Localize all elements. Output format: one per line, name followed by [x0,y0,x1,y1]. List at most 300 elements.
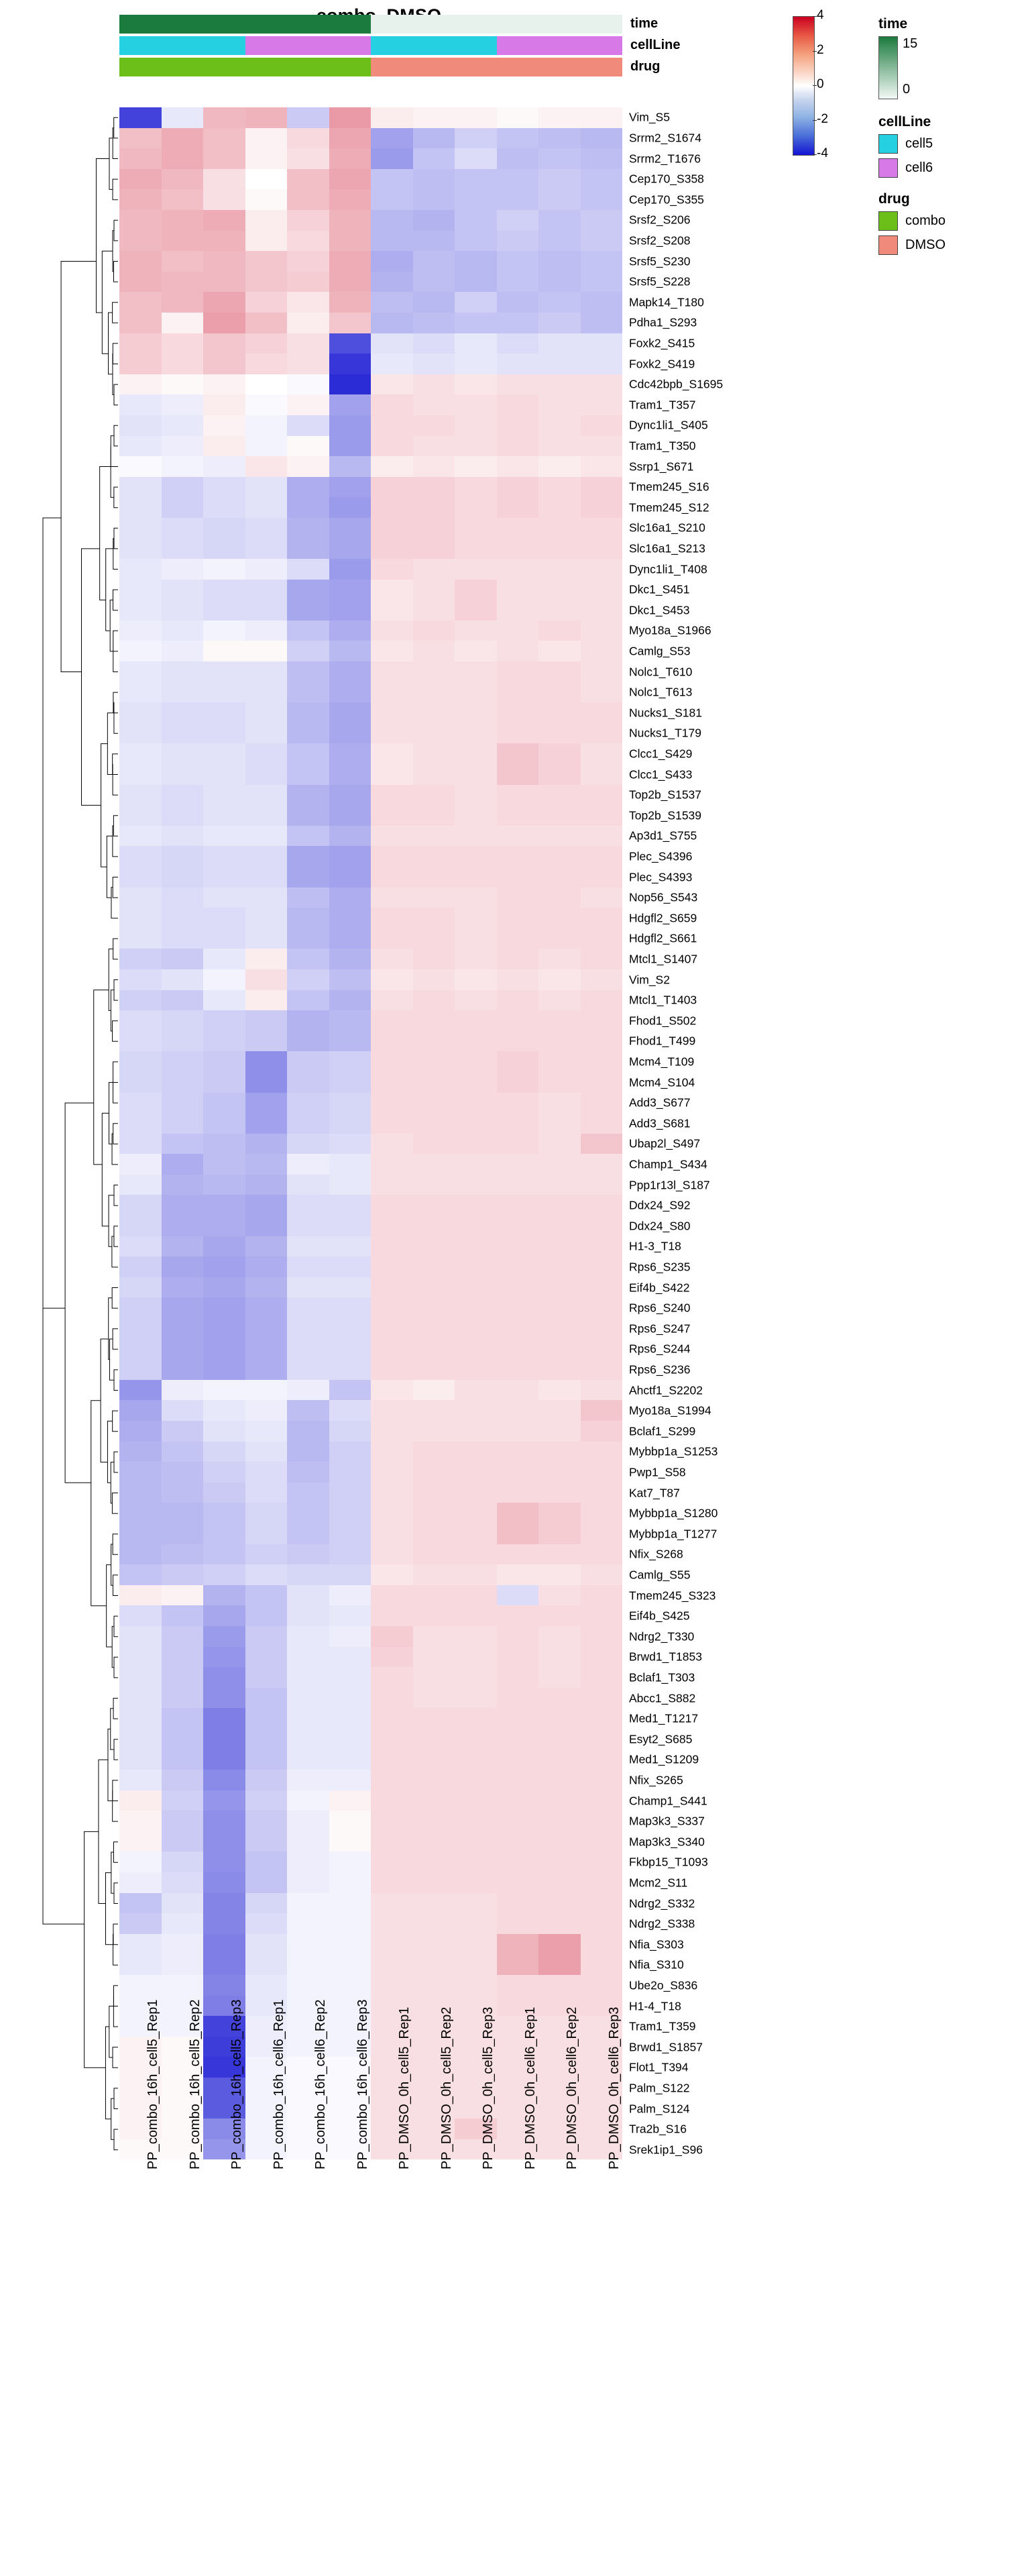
heatmap-cell [245,210,288,231]
heatmap-row [119,1442,622,1462]
heatmap-cell [371,1605,413,1626]
heatmap-cell [581,682,623,703]
heatmap-cell [497,1051,539,1072]
heatmap-cell [287,518,329,539]
heatmap-cell [455,1770,497,1790]
heatmap-cell [245,477,288,498]
heatmap-cell [581,456,623,477]
row-label: Ssrp1_S671 [629,459,694,473]
legend-swatch [878,134,898,154]
heatmap-cell [538,456,581,477]
row-label: Cep170_S358 [629,172,704,186]
annotation-cell [581,15,623,34]
heatmap-cell [371,394,413,415]
heatmap-cell [497,1113,539,1134]
colorbar-tick: 2 [817,43,824,58]
heatmap-cell [287,1913,329,1934]
heatmap-cell [119,1811,162,1831]
heatmap-cell [413,1359,455,1380]
heatmap-cell [119,723,162,744]
legend-max-label: 15 [903,36,918,51]
heatmap-row [119,1421,622,1442]
heatmap-cell [371,1318,413,1339]
heatmap-row [119,333,622,354]
annotation-cell [245,36,288,55]
colorbar-tick: 4 [817,8,824,23]
heatmap-row [119,621,622,641]
heatmap-cell [203,1113,245,1134]
heatmap-cell [497,867,539,888]
heatmap-cell [581,189,623,210]
heatmap-cell [413,1893,455,1914]
heatmap-row [119,231,622,252]
row-label: Srsf5_S228 [629,274,691,288]
row-label: Camlg_S53 [629,644,691,658]
row-label: Srsf5_S230 [629,254,691,268]
heatmap-row [119,1626,622,1647]
heatmap-cell [538,1851,581,1872]
heatmap-cell [203,1380,245,1401]
heatmap-cell [162,785,204,806]
heatmap-cell [245,1647,288,1668]
heatmap-cell [203,1277,245,1298]
heatmap-cell [203,990,245,1011]
heatmap-cell [497,1934,539,1955]
heatmap-cell [581,169,623,190]
heatmap-cell [203,292,245,313]
legend-gradient [878,36,898,99]
column-label: PP_combo_16h_cell6_Rep2 [313,1999,329,2169]
heatmap-cell [413,1851,455,1872]
heatmap-cell [581,805,623,826]
heatmap-cell [413,743,455,764]
heatmap-cell [287,641,329,661]
heatmap-cell [538,415,581,436]
heatmap-row [119,1256,622,1277]
heatmap-cell [287,1831,329,1852]
heatmap-cell [203,189,245,210]
annotation-cell [455,36,497,55]
heatmap-row [119,1175,622,1195]
heatmap-cell [329,949,371,969]
heatmap-cell [497,682,539,703]
row-label: Eif4b_S425 [629,1609,690,1623]
heatmap-cell [455,1483,497,1503]
heatmap-cell [119,1380,162,1401]
heatmap-cell [538,1072,581,1093]
heatmap-cell [538,600,581,621]
heatmap-cell [245,969,288,990]
heatmap-cell [455,1442,497,1462]
heatmap-cell [162,333,204,354]
heatmap-cell [581,867,623,888]
heatmap-cell [371,949,413,969]
heatmap-cell [538,826,581,847]
heatmap-cell [119,1831,162,1852]
heatmap-cell [413,846,455,867]
heatmap-cell [538,949,581,969]
heatmap-cell [455,1134,497,1155]
heatmap-cell [245,128,288,149]
legend-title: time [878,16,908,32]
heatmap-cell [497,415,539,436]
heatmap-cell [413,1051,455,1072]
legend-min-label: 0 [903,82,911,97]
heatmap-cell [455,621,497,641]
heatmap-cell [497,1893,539,1914]
heatmap-cell [119,333,162,354]
heatmap-cell [455,292,497,313]
heatmap-cell [538,1236,581,1257]
row-label: Bclaf1_S299 [629,1424,696,1438]
heatmap-cell [119,1216,162,1236]
heatmap-cell [203,1400,245,1421]
heatmap-row [119,1010,622,1031]
heatmap-cell [497,1523,539,1544]
row-label: Champ1_S434 [629,1157,707,1171]
heatmap-cell [162,251,204,272]
heatmap-cell [413,210,455,231]
heatmap-cell [287,1277,329,1298]
heatmap-row [119,723,622,744]
heatmap-cell [203,723,245,744]
heatmap-cell [413,1729,455,1750]
heatmap-cell [413,621,455,641]
heatmap-cell [329,1442,371,1462]
heatmap-cell [287,1893,329,1914]
heatmap-cell [203,436,245,457]
heatmap-cell [371,497,413,518]
heatmap-cell [538,908,581,928]
heatmap-row [119,908,622,928]
heatmap-cell [162,600,204,621]
heatmap-cell [245,394,288,415]
heatmap-cell [329,867,371,888]
heatmap-cell [413,1688,455,1709]
row-label: Brwd1_T1853 [629,1650,702,1664]
heatmap-cell [162,1154,204,1175]
heatmap-cell [119,1688,162,1709]
heatmap-cell [287,867,329,888]
heatmap-cell [371,600,413,621]
heatmap-cell [287,456,329,477]
heatmap-cell [497,394,539,415]
heatmap-cell [581,1790,623,1811]
heatmap-cell [497,1954,539,1975]
annotation-cell [497,58,539,76]
heatmap-cell [497,1154,539,1175]
heatmap-cell [329,1462,371,1483]
heatmap-cell [455,189,497,210]
heatmap-cell [581,1072,623,1093]
heatmap-cell [581,1770,623,1790]
heatmap-cell [119,743,162,764]
heatmap-cell [119,1872,162,1893]
heatmap-cell [203,580,245,600]
heatmap-cell [162,1544,204,1565]
heatmap-cell [581,1113,623,1134]
heatmap-cell [581,477,623,498]
heatmap-cell [413,169,455,190]
heatmap-cell [203,272,245,292]
heatmap-cell [371,1154,413,1175]
row-label: Bclaf1_T303 [629,1670,695,1684]
heatmap-cell [162,682,204,703]
annotation-cell [329,36,371,55]
row-label: Mcm4_T109 [629,1055,695,1069]
heatmap-cell [581,374,623,395]
annotation-cell [162,15,204,34]
heatmap-cell [455,354,497,374]
row-label: Plec_S4396 [629,849,693,863]
heatmap-cell [245,1811,288,1831]
heatmap-cell [329,107,371,128]
heatmap-cell [119,1154,162,1175]
heatmap-cell [538,394,581,415]
heatmap-row [119,1154,622,1175]
heatmap-cell [203,1831,245,1852]
heatmap-cell [581,1031,623,1052]
heatmap-cell [245,107,288,128]
heatmap-cell [287,189,329,210]
heatmap-cell [371,1031,413,1052]
heatmap-cell [413,497,455,518]
heatmap-cell [538,169,581,190]
heatmap-row [119,1483,622,1503]
heatmap-cell [413,1010,455,1031]
heatmap-cell [413,538,455,559]
heatmap-cell [119,888,162,908]
heatmap-cell [455,1462,497,1483]
row-label: Tram1_T350 [629,439,696,453]
heatmap-cell [245,272,288,292]
column-label: PP_combo_16h_cell6_Rep3 [355,1999,370,2169]
heatmap-row [119,1051,622,1072]
heatmap-cell [497,1277,539,1298]
heatmap-cell [287,333,329,354]
heatmap-cell [245,1093,288,1114]
row-label: Ddx24_S80 [629,1218,691,1232]
heatmap-cell [119,621,162,641]
heatmap-cell [581,1503,623,1523]
heatmap-cell [497,1318,539,1339]
heatmap-cell [329,1811,371,1831]
heatmap-cell [581,1134,623,1155]
heatmap-cell [413,456,455,477]
heatmap-cell [581,251,623,272]
heatmap-cell [497,702,539,723]
heatmap-cell [371,969,413,990]
heatmap-cell [245,1626,288,1647]
heatmap-cell [329,1913,371,1934]
heatmap-cell [162,374,204,395]
heatmap-cell [371,333,413,354]
heatmap-cell [455,682,497,703]
heatmap-cell [329,559,371,580]
heatmap-cell [329,1010,371,1031]
annotation-cell [538,36,581,55]
heatmap-cell [162,538,204,559]
heatmap-cell [162,1872,204,1893]
annotation-row-drug [119,58,622,76]
row-label: Ddx24_S92 [629,1198,691,1212]
heatmap-cell [538,682,581,703]
heatmap-row [119,743,622,764]
heatmap-cell [371,354,413,374]
row-dendrogram [40,107,118,2227]
heatmap-cell [287,436,329,457]
heatmap-cell [413,1031,455,1052]
heatmap-cell [455,949,497,969]
row-label: Top2b_S1539 [629,808,702,822]
heatmap-cell [203,394,245,415]
heatmap-cell [162,189,204,210]
heatmap-cell [538,1359,581,1380]
heatmap-cell [455,702,497,723]
heatmap-cell [329,785,371,806]
heatmap-cell [455,928,497,949]
heatmap-cell [371,1954,413,1975]
heatmap-row [119,1195,622,1216]
heatmap-cell [329,682,371,703]
heatmap-cell [162,702,204,723]
heatmap-cell [455,1913,497,1934]
heatmap-cell [413,394,455,415]
heatmap-cell [581,1462,623,1483]
heatmap-row [119,1647,622,1668]
heatmap-cell [538,148,581,169]
heatmap-row [119,1913,622,1934]
row-label: Fkbp15_T1093 [629,1855,708,1869]
heatmap-cell [287,497,329,518]
heatmap-cell [455,661,497,682]
heatmap-cell [413,1154,455,1175]
heatmap-cell [371,1544,413,1565]
heatmap-cell [203,908,245,928]
heatmap-cell [371,518,413,539]
heatmap-cell [329,1750,371,1770]
heatmap-cell [371,1483,413,1503]
heatmap-cell [581,743,623,764]
heatmap-cell [413,1421,455,1442]
heatmap-cell [497,1072,539,1093]
heatmap-cell [497,1770,539,1790]
heatmap-cell [203,107,245,128]
heatmap-cell [413,1605,455,1626]
heatmap-cell [371,1790,413,1811]
heatmap-cell [413,1626,455,1647]
heatmap-cell [329,641,371,661]
legend-item-label: cell5 [905,136,933,151]
heatmap-cell [329,826,371,847]
heatmap-cell [287,107,329,128]
heatmap-cell [329,1605,371,1626]
heatmap-cell [455,1851,497,1872]
heatmap-cell [119,272,162,292]
heatmap-cell [413,580,455,600]
heatmap-cell [413,1811,455,1831]
heatmap-row [119,928,622,949]
heatmap-cell [371,641,413,661]
row-label: Srrm2_S1674 [629,131,701,145]
heatmap-cell [203,1954,245,1975]
heatmap-cell [413,1072,455,1093]
heatmap-cell [119,1400,162,1421]
heatmap-cell [581,1339,623,1360]
heatmap-cell [371,1256,413,1277]
heatmap-cell [538,1421,581,1442]
heatmap-cell [245,641,288,661]
heatmap-cell [203,1031,245,1052]
heatmap-cell [287,1031,329,1052]
heatmap-cell [287,785,329,806]
heatmap-cell [287,313,329,333]
heatmap-row [119,969,622,990]
heatmap-cell [371,1851,413,1872]
heatmap-cell [119,107,162,128]
heatmap-cell [329,969,371,990]
row-label: Ppp1r13l_S187 [629,1177,710,1191]
heatmap-cell [455,1647,497,1668]
row-label: Tmem245_S323 [629,1588,716,1602]
heatmap-row [119,1523,622,1544]
heatmap-cell [538,1277,581,1298]
heatmap-cell [455,1750,497,1770]
heatmap-cell [538,1175,581,1195]
annotation-cell [413,15,455,34]
heatmap-cell [413,148,455,169]
heatmap-cell [245,169,288,190]
heatmap-cell [497,1626,539,1647]
heatmap-cell [497,107,539,128]
heatmap-cell [287,231,329,252]
heatmap-cell [287,661,329,682]
heatmap-cell [413,1708,455,1729]
heatmap-row [119,1729,622,1750]
heatmap-cell [538,1667,581,1688]
legend-swatch [878,235,898,255]
heatmap-cell [245,928,288,949]
heatmap-cell [413,231,455,252]
heatmap-cell [119,867,162,888]
heatmap-cell [455,394,497,415]
heatmap-cell [581,210,623,231]
heatmap-cell [287,148,329,169]
heatmap-cell [455,169,497,190]
heatmap-cell [329,928,371,949]
heatmap-cell [245,1236,288,1257]
heatmap-cell [203,1708,245,1729]
row-label: Esyt2_S685 [629,1731,693,1746]
heatmap-cell [329,1872,371,1893]
heatmap-cell [329,1585,371,1606]
heatmap-cell [162,1010,204,1031]
heatmap-cell [455,764,497,785]
heatmap-cell [203,1175,245,1195]
heatmap-cell [581,723,623,744]
heatmap-cell [119,949,162,969]
heatmap-cell [538,538,581,559]
heatmap-cell [203,1154,245,1175]
heatmap-cell [538,1647,581,1668]
heatmap-cell [538,1750,581,1770]
heatmap-cell [203,1216,245,1236]
legend-item [878,211,1030,231]
heatmap-row [119,1564,622,1585]
heatmap-row [119,1851,622,1872]
heatmap-cell [245,1380,288,1401]
heatmap-row [119,600,622,621]
